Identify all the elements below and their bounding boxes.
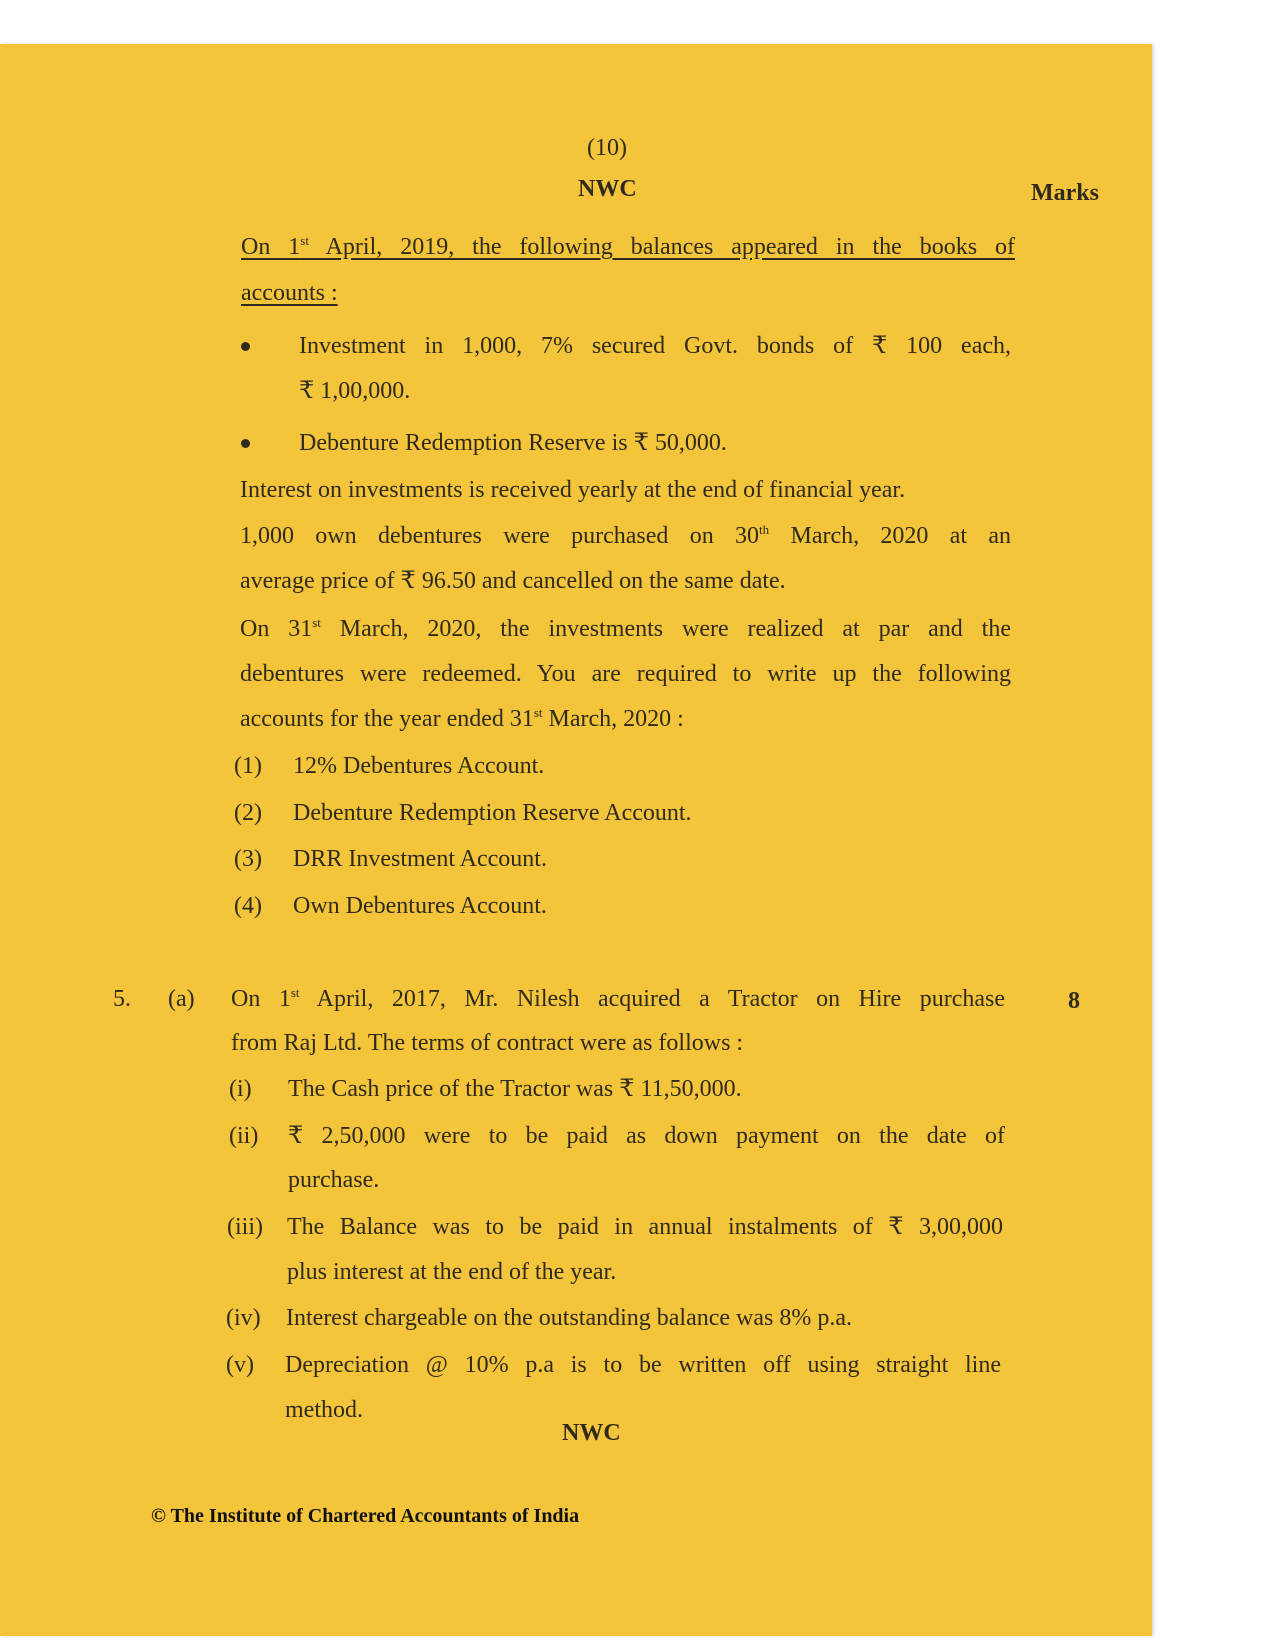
- term-num-5: (v): [226, 1352, 254, 1378]
- account-text-4: Own Debentures Account.: [293, 893, 547, 919]
- term-2-line-1: ₹ 2,50,000 were to be paid as down payment on the date of: [288, 1123, 1005, 1149]
- account-num-2: (2): [234, 800, 262, 826]
- account-text-1: 12% Debentures Account.: [293, 753, 545, 779]
- realized-line-2: debentures were redeemed. You are required to write up the following: [240, 661, 1011, 687]
- page-number: (10): [587, 135, 627, 161]
- intro-line-1: On 1st April, 2019, the following balances appeared in the books of: [241, 233, 1015, 260]
- term-num-1: (i): [229, 1076, 252, 1102]
- copyright: © The Institute of Chartered Accountants of India: [151, 1505, 580, 1527]
- account-num-3: (3): [234, 846, 262, 872]
- account-num-4: (4): [234, 893, 262, 919]
- paper-code-header: NWC: [578, 176, 637, 202]
- account-text-3: DRR Investment Account.: [293, 846, 547, 872]
- term-3-line-2: plus interest at the end of the year.: [287, 1259, 617, 1285]
- bullet-1-line-2: ₹ 1,00,000.: [299, 378, 411, 404]
- question-number: 5.: [113, 986, 131, 1012]
- exam-page: [0, 44, 1152, 1636]
- term-num-3: (iii): [227, 1214, 263, 1240]
- term-2-line-2: purchase.: [288, 1167, 380, 1193]
- term-5-line-2: method.: [285, 1397, 363, 1423]
- term-num-4: (iv): [226, 1305, 261, 1331]
- term-3-line-1: The Balance was to be paid in annual instalments of ₹ 3,00,000: [287, 1214, 1003, 1240]
- account-num-1: (1): [234, 753, 262, 779]
- bullet-dot-1: [241, 342, 250, 351]
- paper-code-footer: NWC: [562, 1420, 621, 1446]
- term-1-line-1: The Cash price of the Tractor was ₹ 11,50,000.: [288, 1076, 742, 1102]
- question-marks: 8: [1068, 988, 1080, 1014]
- q5-line-1: On 1st April, 2017, Mr. Nilesh acquired a Tractor on Hire purchase: [231, 985, 1005, 1012]
- purchase-line-2: average price of ₹ 96.50 and cancelled on the same date.: [240, 568, 786, 594]
- term-num-2: (ii): [229, 1123, 259, 1149]
- bullet-1-line-1: Investment in 1,000, 7% secured Govt. bonds of ₹ 100 each,: [299, 333, 1011, 359]
- bullet-2-line-1: Debenture Redemption Reserve is ₹ 50,000.: [299, 430, 727, 456]
- q5-line-2: from Raj Ltd. The terms of contract were as follows :: [231, 1030, 744, 1056]
- realized-line-1: On 31st March, 2020, the investments were realized at par and the: [240, 615, 1011, 642]
- term-4-line-1: Interest chargeable on the outstanding balance was 8% p.a.: [286, 1305, 853, 1331]
- account-text-2: Debenture Redemption Reserve Account.: [293, 800, 692, 826]
- term-5-line-1: Depreciation @ 10% p.a is to be written off using straight line: [285, 1352, 1001, 1378]
- purchase-line-1: 1,000 own debentures were purchased on 30th March, 2020 at an: [240, 522, 1011, 549]
- marks-label: Marks: [1031, 180, 1099, 206]
- bullet-dot-2: [241, 439, 250, 448]
- question-part: (a): [168, 986, 195, 1012]
- intro-line-2: accounts :: [241, 280, 338, 306]
- interest-line: Interest on investments is received yearly at the end of financial year.: [240, 477, 906, 503]
- realized-line-3: accounts for the year ended 31st March, 2020 :: [240, 705, 684, 732]
